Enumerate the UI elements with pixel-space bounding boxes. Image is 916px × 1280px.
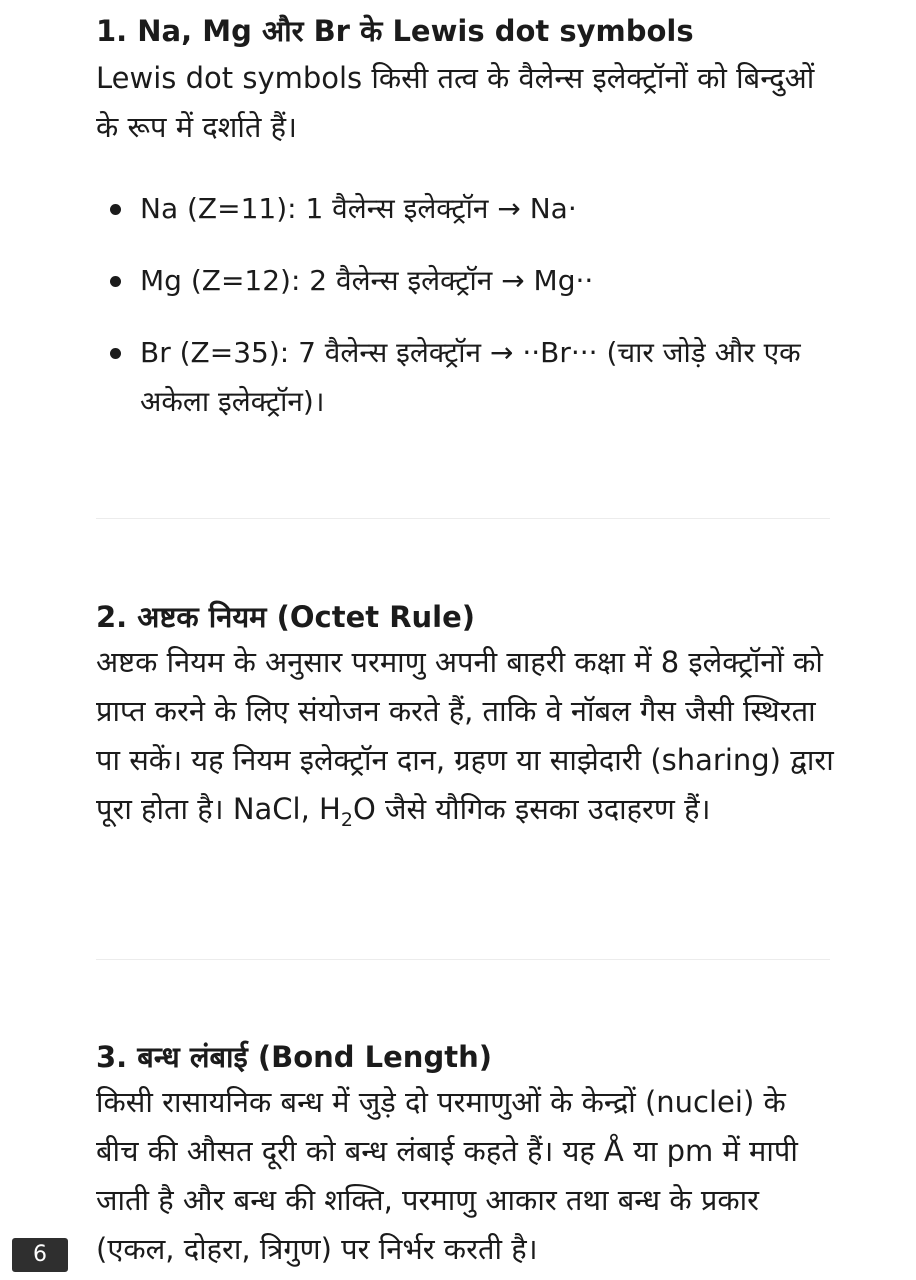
section-octet-rule xyxy=(96,594,836,845)
section-heading: 2. अष्टक नियम (Octet Rule) xyxy=(96,600,476,634)
section-heading: 1. Na, Mg और Br के Lewis dot symbols xyxy=(96,14,694,48)
list-item xyxy=(96,184,836,233)
section-paragraph: किसी रासायनिक बन्ध में जुड़े दो परमाणुओं के केन्द्रों (nuclei) के बीच की औसत दूरी को बन्ध लंबाई कहते हैं। यह Å या pm में मापी जाती है और बन्ध की शक्ति, परमाणु आकार तथा बन्ध के प्रकार (एकल, दोहरा, त्रिगुण) पर निर्भर करती है। xyxy=(96,1085,798,1266)
paragraph-text: O जैसे यौगिक इसका उदाहरण हैं। xyxy=(352,792,711,826)
page-number: 6 xyxy=(33,1242,47,1267)
page-number-badge xyxy=(12,1238,68,1272)
subscript-text: 2 xyxy=(340,808,353,831)
bullet-icon xyxy=(110,276,121,287)
section-paragraph: Lewis dot symbols किसी तत्व के वैलेन्स इलेक्ट्रॉनों को बिन्दुओं के रूप में दर्शाते हैं। xyxy=(96,61,815,144)
section-heading: 3. बन्ध लंबाई (Bond Length) xyxy=(96,1040,492,1074)
list-item xyxy=(96,256,836,305)
section-lewis-dot-symbols xyxy=(96,8,836,426)
bullet-icon xyxy=(110,348,121,359)
bullet-icon xyxy=(110,204,121,215)
section-paragraph xyxy=(96,638,836,845)
list-item-text: Br (Z=35): 7 वैलेन्स इलेक्ट्रॉन → ··Br··· (चार जोड़े और एक अकेला इलेक्ट्रॉन)। xyxy=(140,336,801,418)
list-item-text: Na (Z=11): 1 वैलेन्स इलेक्ट्रॉन → Na· xyxy=(140,192,577,225)
section-divider xyxy=(96,959,830,960)
section-bond-length xyxy=(96,1034,836,1274)
list-item xyxy=(96,328,836,426)
list-item-text: Mg (Z=12): 2 वैलेन्स इलेक्ट्रॉन → Mg·· xyxy=(140,264,594,297)
section-divider xyxy=(96,518,830,519)
bullet-list xyxy=(96,184,836,426)
paragraph-text: अष्टक नियम के अनुसार परमाणु अपनी बाहरी कक्षा में 8 इलेक्ट्रॉनों को प्राप्त करने के लिए संयोजन करते हैं, ताकि वे नॉबल गैस जैसी स्थिरता पा सकें। यह नियम इलेक्ट्रॉन दान, ग्रहण या साझेदारी (sharing) द्वारा पूरा होता है। NaCl, H xyxy=(96,645,834,826)
